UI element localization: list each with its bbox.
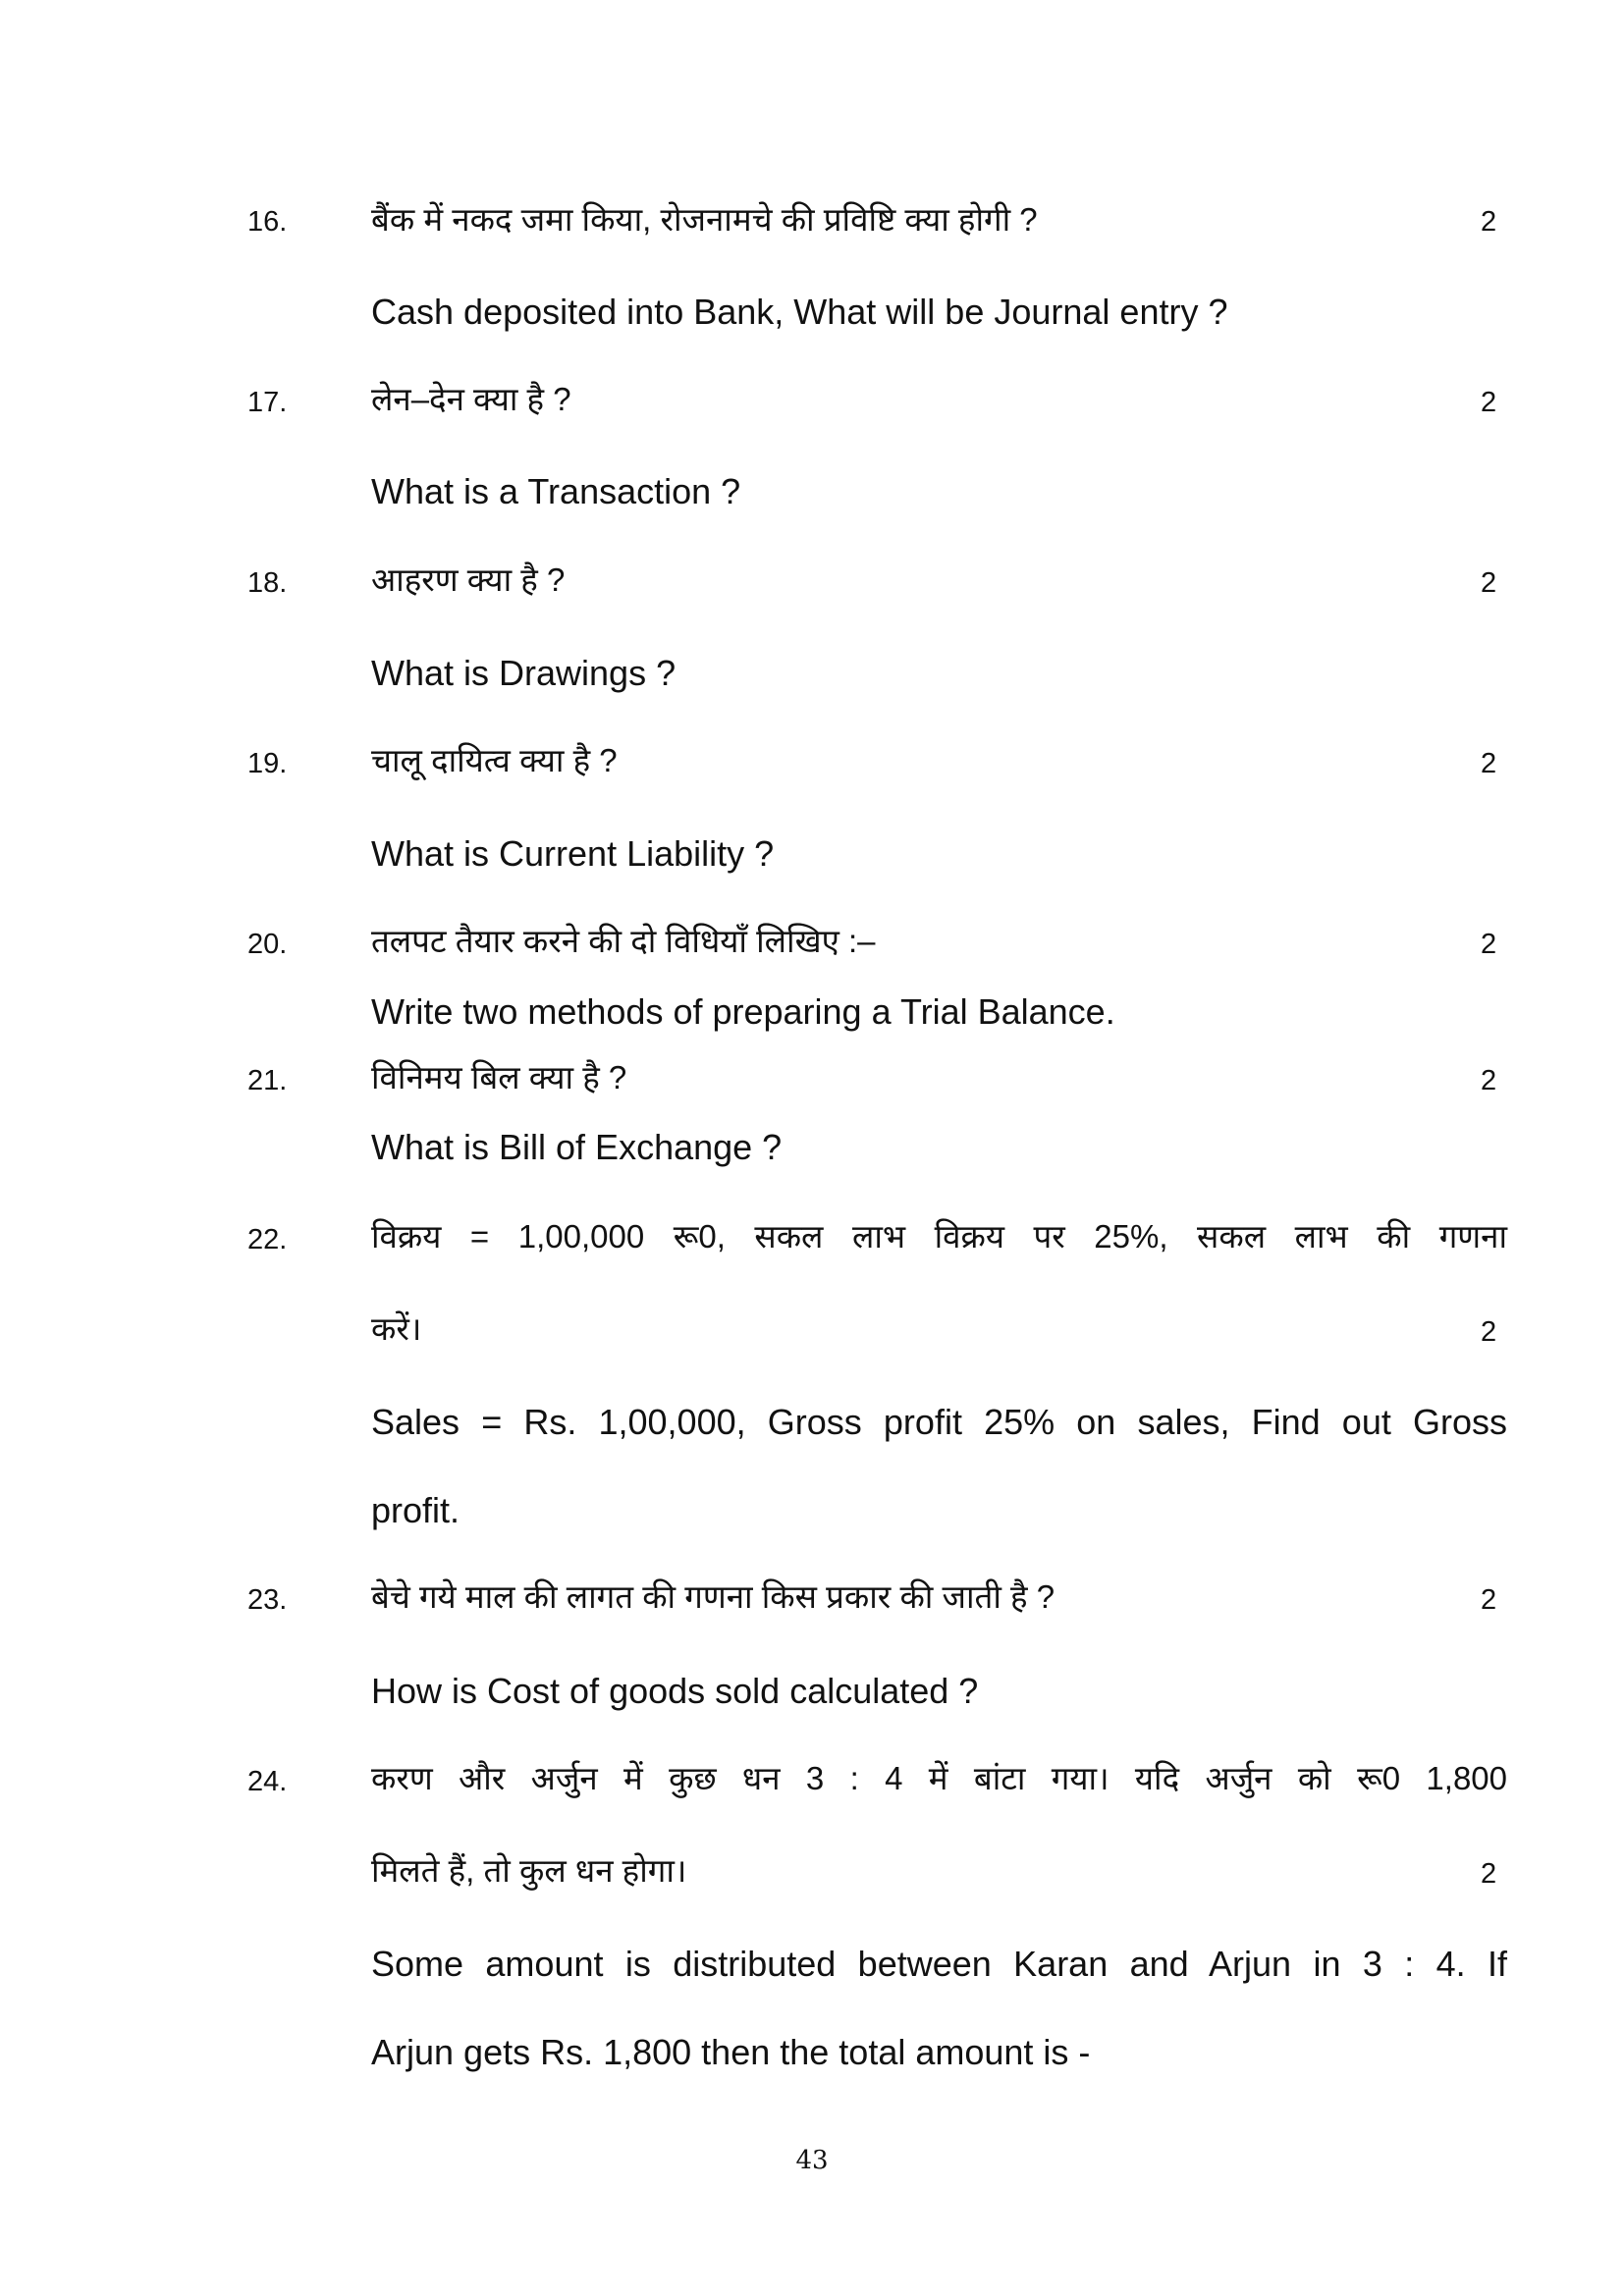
page-number: 43 xyxy=(795,2146,829,2175)
question-19-marks: 2 xyxy=(1481,748,1497,779)
question-22-number: 22. xyxy=(247,1224,288,1255)
question-24-english-line1: Some amount is distributed between Karan and Arjun in 3 : 4. If xyxy=(371,1944,1507,1984)
question-24-marks: 2 xyxy=(1481,1858,1497,1890)
question-21-hindi: विनिमय बिल क्या है ? xyxy=(371,1059,627,1095)
question-18-number: 18. xyxy=(247,567,288,599)
question-20-number: 20. xyxy=(247,929,288,960)
question-22-marks: 2 xyxy=(1481,1316,1497,1348)
question-16-marks: 2 xyxy=(1481,206,1497,238)
question-18-marks: 2 xyxy=(1481,567,1497,599)
question-20-english: Write two methods of preparing a Trial Balance. xyxy=(371,991,1115,1032)
question-18-hindi: आहरण क्या है ? xyxy=(371,561,566,598)
question-17-hindi: लेन–देन क्या है ? xyxy=(371,381,571,417)
question-23-marks: 2 xyxy=(1481,1584,1497,1616)
question-23-english: How is Cost of goods sold calculated ? xyxy=(371,1671,979,1711)
question-22-english-line1: Sales = Rs. 1,00,000, Gross profit 25% on sales, Find out Gross xyxy=(371,1402,1507,1442)
question-22-hindi-line1: विक्रय = 1,00,000 रू0, सकल लाभ विक्रय पर 25%, सकल लाभ की गणना xyxy=(371,1218,1507,1255)
question-17-english: What is a Transaction ? xyxy=(371,471,741,511)
question-23-number: 23. xyxy=(247,1584,288,1616)
question-19-hindi: चालू दायित्व क्या है ? xyxy=(371,742,618,778)
question-23-hindi: बेचे गये माल की लागत की गणना किस प्रकार की जाती है ? xyxy=(371,1578,1056,1615)
question-21-marks: 2 xyxy=(1481,1065,1497,1096)
question-16-english: Cash deposited into Bank, What will be Journal entry ? xyxy=(371,292,1228,332)
question-24-number: 24. xyxy=(247,1766,288,1797)
question-16-number: 16. xyxy=(247,206,288,238)
question-21-english: What is Bill of Exchange ? xyxy=(371,1127,783,1167)
question-21-number: 21. xyxy=(247,1065,288,1096)
question-16-hindi: बैंक में नकद जमा किया, रोजनामचे की प्रविष्टि क्या होगी ? xyxy=(371,201,1038,238)
question-24-english-line2: Arjun gets Rs. 1,800 then the total amount is - xyxy=(371,2032,1091,2072)
question-24-hindi-line2: मिलते हैं, तो कुल धन होगा। xyxy=(371,1852,687,1889)
question-20-hindi: तलपट तैयार करने की दो विधियाँ लिखिए :– xyxy=(371,923,876,959)
question-22-english-line2: profit. xyxy=(371,1490,460,1530)
question-18-english: What is Drawings ? xyxy=(371,653,677,693)
question-19-english: What is Current Liability ? xyxy=(371,833,775,874)
question-20-marks: 2 xyxy=(1481,929,1497,960)
question-17-marks: 2 xyxy=(1481,387,1497,418)
question-19-number: 19. xyxy=(247,748,288,779)
question-22-hindi-line2: करें। xyxy=(371,1310,422,1347)
question-17-number: 17. xyxy=(247,387,288,418)
question-24-hindi-line1: करण और अर्जुन में कुछ धन 3 : 4 में बांटा गया। यदि अर्जुन को रू0 1,800 xyxy=(371,1760,1507,1796)
